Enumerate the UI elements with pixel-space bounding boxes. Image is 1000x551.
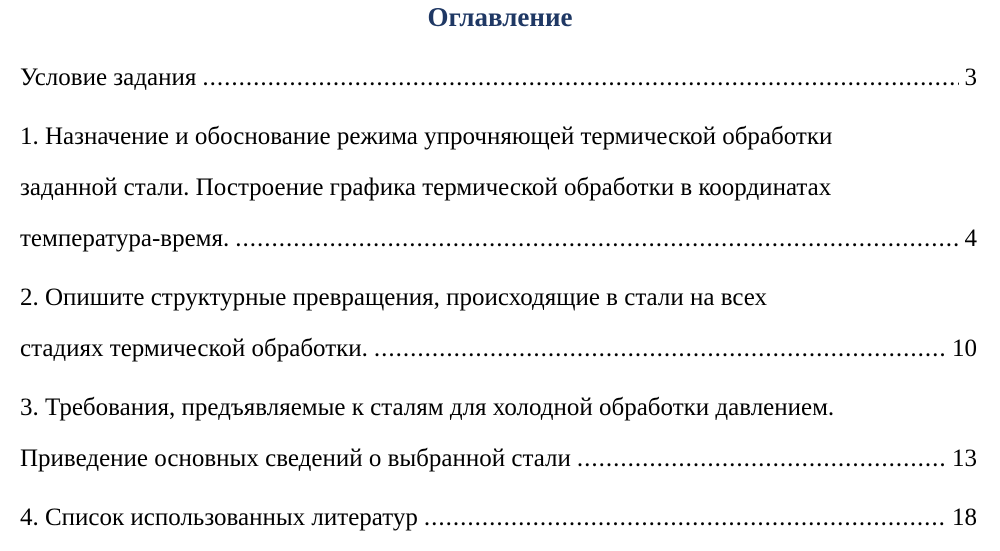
toc-entry-text: Приведение основных сведений о выбранной стали [20,445,571,472]
dot-leader [235,213,958,264]
toc-entry-text: заданной стали. Построение графика термической обработки в координатах [20,174,832,201]
toc-entry-2[interactable] [20,272,977,374]
toc-entry-text: 1. Назначение и обоснование режима упрочняющей термической обработки [20,123,833,150]
dot-leader [374,323,946,374]
toc-entry-text: температура-время. [20,225,230,252]
toc-page-number: 10 [952,335,977,362]
dot-leader [202,52,958,103]
toc-entry-1[interactable] [20,111,977,264]
toc-page-number: 18 [952,504,977,531]
toc-entry-text: 4. Список использованных литератур [20,504,418,531]
toc-entry-3[interactable] [20,382,977,484]
toc-page-number: 4 [964,225,977,252]
toc-title: Оглавление [427,2,573,32]
toc-entry-text: стадиях термической обработки. [20,335,368,362]
toc-entry-text: 3. Требования, предъявляемые к сталям для холодной обработки давлением. [20,394,835,421]
toc-entry-text: Условие задания [20,64,197,91]
dot-leader [577,433,946,484]
toc-page-number: 3 [964,64,977,91]
table-of-contents [20,52,977,551]
toc-entry-text: 2. Опишите структурные превращения, происходящие в стали на всех [20,284,768,311]
toc-page-number: 13 [952,445,977,472]
toc-entry-task[interactable] [20,52,977,103]
